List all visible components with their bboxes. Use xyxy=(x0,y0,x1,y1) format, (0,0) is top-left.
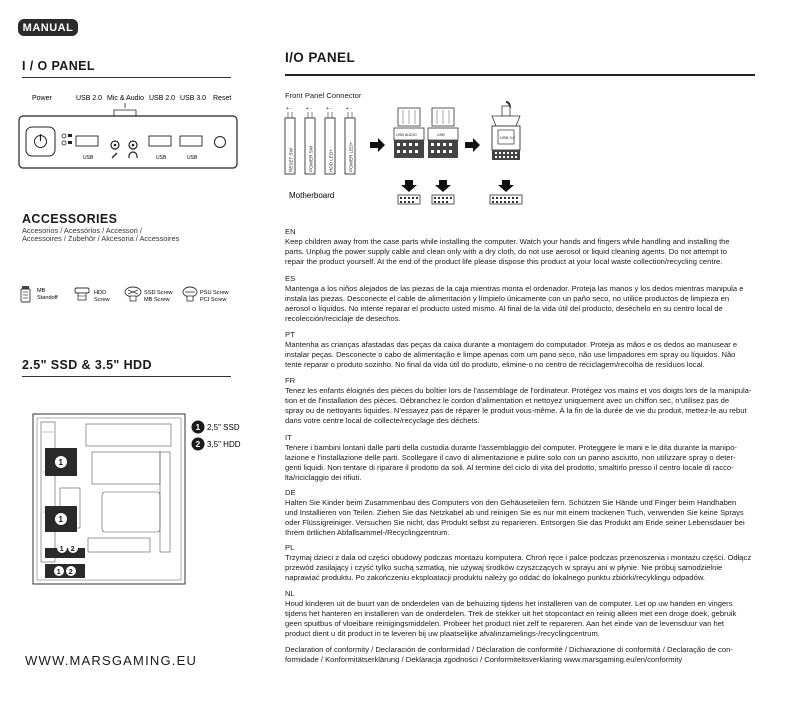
ssd-screw-icon xyxy=(125,287,141,301)
lang-line: instalar peças. Desconecte o cabo de alimentação e limpe apenas com um pano seco, não use limpadores em spray ou líquidos. Não xyxy=(285,350,736,359)
svg-text:USB: USB xyxy=(187,155,198,161)
svg-text:MB Screw: MB Screw xyxy=(144,297,170,303)
label-usb30: USB 3.0 xyxy=(180,95,207,102)
psu-screw-icon xyxy=(183,287,197,301)
lang-code: PT xyxy=(285,330,295,339)
svg-text:1: 1 xyxy=(59,546,64,553)
lang-line: parts. Unplug the power supply cable and clean only with a dry cloth, do not use aerosol or liquid cleaning agents. Do not attempt to xyxy=(285,247,727,256)
drives-legend xyxy=(190,420,250,454)
lang-code: IT xyxy=(285,433,292,442)
svg-text:USB: USB xyxy=(83,155,94,161)
lang-line: aerosol o líquidos. No intente reparar el producto usted mismo. Al final de la vida útil del producto, deséchelo en su centro local de xyxy=(285,304,723,313)
lang-line: lta/riciclaggio dei rifiuti. xyxy=(285,473,362,482)
lang-line: tion et de l'installation des pièces. Débranchez le cordon d'alimentation et nettoyez uniquement avec un chiffon sec, n'utilisez pas de xyxy=(285,396,730,405)
io-panel-title-left: I / O PANEL xyxy=(22,59,95,73)
standoff-icon xyxy=(21,286,30,302)
lang-line: product dient u dit product in te leveren bij uw plaatselijke afvalinzamelings-/recyclingcentrum. xyxy=(285,629,600,638)
accessories-icons xyxy=(18,284,243,312)
lang-block-nl xyxy=(285,589,755,639)
svg-text:+ -: + - xyxy=(326,106,332,112)
connector-cables xyxy=(285,106,355,174)
lang-code: EN xyxy=(285,227,296,236)
motherboard-label: Motherboard xyxy=(289,191,335,200)
lang-line: Keep children away from the case parts while installing the computer. Watch your hands and fingers while handling and installing the xyxy=(285,237,730,246)
usb30-connector xyxy=(492,102,520,160)
arrow-down-icon-2 xyxy=(435,180,451,192)
manual-badge: MANUAL xyxy=(18,19,78,36)
lang-code: FR xyxy=(285,376,296,385)
lang-code: DE xyxy=(285,488,296,497)
legend-ssd-label: 2,5" SSD xyxy=(207,423,240,432)
svg-text:RESET SW: RESET SW xyxy=(288,148,294,172)
conformity-line: Declaration of conformity / Declaración de conformidad / Déclaration de conformité / Dichiarazione di conformità / Declaração de con- xyxy=(285,645,733,654)
usb-header xyxy=(428,108,458,158)
drives-rule xyxy=(22,376,231,377)
lang-block-pl xyxy=(285,543,755,583)
svg-text:SSD Screw: SSD Screw xyxy=(144,290,173,296)
lang-line: spray ou de nettoyants liquides. N'essayez pas de réparer le produit vous-même. À la fin de la durée de vie du produit, mettez-le au rebut xyxy=(285,406,747,415)
lang-block-it xyxy=(285,433,755,483)
label-mic-audio: Mic & Audio xyxy=(107,95,144,102)
lang-line: repair the product yourself. At the end of the product life please dispose this product at your local waste collection/recycling centre. xyxy=(285,257,723,266)
lang-block-en xyxy=(285,227,755,267)
svg-text:1: 1 xyxy=(58,458,63,467)
io-panel-rule-right xyxy=(285,74,755,76)
legend-hdd-label: 3,5" HDD xyxy=(207,440,241,449)
svg-text:MB: MB xyxy=(37,288,46,294)
svg-text:+ -: + - xyxy=(286,106,292,112)
svg-text:HDD: HDD xyxy=(94,290,107,296)
svg-text:2: 2 xyxy=(68,569,73,576)
svg-text:USB: USB xyxy=(437,133,445,137)
conformity-block xyxy=(285,645,755,665)
usb20-port-a xyxy=(76,136,98,146)
svg-text:POWER LED+: POWER LED+ xyxy=(348,141,354,172)
lang-line: Halten Sie Kinder beim Zusammenbau des Computers von den Gehäuseteilen fern. Schützen Sie Hände und Finger beim Handhaben xyxy=(285,498,737,507)
lang-line: und Installieren von Teilen. Ziehen Sie das Netzkabel ab und reinigen Sie es nur mit einem trockenen Tuch, verwenden Sie keine Sprays xyxy=(285,508,744,517)
front-panel-connector-title: Front Panel Connector xyxy=(285,91,362,100)
case-diagram xyxy=(30,412,190,592)
svg-text:2: 2 xyxy=(195,439,201,449)
accessories-title: ACCESSORIES xyxy=(22,212,118,226)
lang-block-fr xyxy=(285,376,755,426)
lang-line: dans votre centre local de collecte/recyclage des déchets. xyxy=(285,416,480,425)
lang-line: recolección/reciclaje de desechos. xyxy=(285,314,401,323)
io-panel-rule-left xyxy=(22,77,231,78)
usb30-port xyxy=(180,136,202,146)
lang-line: geen spuitbus of vloeibare reinigingsmiddelen. Probeer het product niet zelf te repareren. Aan het einde van de levensduur van het xyxy=(285,619,725,628)
svg-text:USB: USB xyxy=(156,155,167,161)
arrow-down-icon-1 xyxy=(401,180,417,192)
lang-code: ES xyxy=(285,274,296,283)
svg-text:PSU Screw: PSU Screw xyxy=(200,290,229,296)
lang-block-es xyxy=(285,274,755,324)
hdd-slot-lower xyxy=(45,564,85,578)
lang-line: Ihrem örtlichen Abfallsammel-/Recyclingzentrum. xyxy=(285,528,450,537)
website-url: WWW.MARSGAMING.EU xyxy=(25,653,198,668)
svg-text:1: 1 xyxy=(58,515,63,524)
drives-title: 2.5" SSD & 3.5" HDD xyxy=(22,358,152,372)
svg-text:USB AUDIO: USB AUDIO xyxy=(396,133,417,137)
svg-text:+ -: + - xyxy=(306,106,312,112)
label-usb20-a: USB 2.0 xyxy=(76,95,103,102)
front-panel-connector-diagram xyxy=(280,100,550,210)
svg-text:Standoff: Standoff xyxy=(37,295,58,301)
power-button xyxy=(26,127,55,156)
svg-text:1: 1 xyxy=(195,422,201,432)
usb20-port-b xyxy=(149,136,171,146)
svg-text:2: 2 xyxy=(70,546,75,553)
usb-audio-header xyxy=(394,108,424,158)
arrow-down-icon-3 xyxy=(498,180,514,192)
lang-line: Mantenga a los niños alejados de las piezas de la caja mientras monta el ordenador. Proteja las manos y los dedos mientras manipula e xyxy=(285,284,744,293)
io-panel-title-right: I/O PANEL xyxy=(285,50,356,65)
arrow-right-icon-2 xyxy=(465,138,480,152)
lang-line: lazione e l'installazione delle parti. Scollegare il cavo di alimentazione e pulire solo con un panno asciutto, non utilizzare spray o deter- xyxy=(285,453,736,462)
lang-line: oder Flüssigreiniger. Versuchen Sie nicht, das Produkt selbst zu reparieren. Entsorgen Sie das Produkt am Ende seiner Lebensdauer bei xyxy=(285,518,745,527)
lang-line: przewód zasilający i czyść tylko suchą szmatką, nie używaj środków czyszczących w sprayu ani w płynie. Nie próbuj samodzielnie xyxy=(285,563,723,572)
accessories-subtitle-2: Accessoires / Zubehör / Akcesoria / Accessoires xyxy=(22,234,180,243)
svg-text:Screw: Screw xyxy=(94,297,110,303)
svg-text:PCI Screw: PCI Screw xyxy=(200,297,227,303)
lang-line: Mantenha as crianças afastadas das peças da caixa durante a montagem do computador. Proteja as mãos e os dedos ao manusear e xyxy=(285,340,738,349)
lang-line: Tenez les enfants éloignés des pièces du boîtier lors de l'assemblage de l'ordinateur. Protégez vos mains et vos doigts lors de la manipula- xyxy=(285,386,752,395)
lang-line: instala las piezas. Desconecte el cable de alimentación y límpielo únicamente con un paño seco, no utilice productos de limpieza en xyxy=(285,294,730,303)
io-panel-diagram xyxy=(18,88,238,170)
svg-text:POWER SW: POWER SW xyxy=(308,145,314,172)
lang-line: tijdens het hanteren en installeren van de onderdelen. Trek de stekker uit het stopcontact en reinig alleen met een droge doek, gebruik xyxy=(285,609,737,618)
lang-line: naprawiać produktu. Po zakończeniu eksploatacji produktu należy go oddać do lokalnego punktu zbiórki/recyklingu odpadów. xyxy=(285,573,706,582)
arrow-right-icon xyxy=(370,138,385,152)
svg-text:HDD LED+: HDD LED+ xyxy=(328,149,334,172)
lang-block-pt xyxy=(285,330,755,370)
lang-line: tente reparar o produto sozinho. No final da vida útil do produto, elimine-o no centro de reciclagem/recolha de resíduos local. xyxy=(285,360,705,369)
label-usb20-b: USB 2.0 xyxy=(149,95,176,102)
label-reset: Reset xyxy=(213,95,232,102)
lang-line: Trzymaj dzieci z dala od części obudowy podczas montażu komputera. Chroń ręce i palce podczas przenoszenia i montażu części. Odłącz xyxy=(285,553,752,562)
lang-code: PL xyxy=(285,543,295,552)
lang-line: Houd kinderen uit de buurt van de onderdelen van de behuizing tijdens het installeren van de computer. Let op uw handen en vingers xyxy=(285,599,733,608)
svg-text:USB 3.0: USB 3.0 xyxy=(500,135,515,140)
lang-block-de xyxy=(285,488,755,538)
lang-code: NL xyxy=(285,589,295,598)
hdd-screw-icon xyxy=(75,288,89,300)
svg-text:1: 1 xyxy=(56,569,61,576)
svg-text:+ -: + - xyxy=(346,106,352,112)
reset-button xyxy=(215,137,226,148)
lang-line: Tenere i bambini lontani dalle parti della custodia durante l'assemblaggio del computer. Proteggere le mani e le dita durante la manipo- xyxy=(285,443,737,452)
accessories-subtitle-1: Accesorios / Acessórios / Accessori / xyxy=(22,226,142,235)
lang-line: genti liquidi. Non tentare di riparare il prodotto da soli. Al termine del ciclo di vita del prodotto, smaltirlo presso il centro locale di racco- xyxy=(285,463,734,472)
label-power: Power xyxy=(32,95,52,102)
conformity-line: formidade / Konformitätserklärung / Deklaracja zgodności / Conformiteitsverklaring www.marsgaming.eu/en/conformity xyxy=(285,655,683,664)
